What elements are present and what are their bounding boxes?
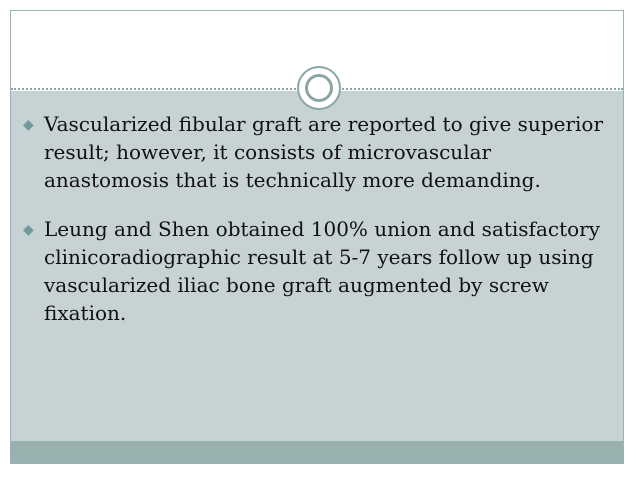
bullet-text: Vascularized fibular graft are reported to give superior result; however, it consists of microvascular anastomosis that is technically more demanding.	[44, 112, 604, 192]
circle-ornament-inner	[305, 74, 333, 102]
bullet-list	[22, 110, 618, 348]
bullet-item	[22, 215, 618, 327]
bullet-icon: ◆	[23, 117, 34, 133]
bottom-strip	[11, 441, 623, 463]
bullet-text: Leung and Shen obtained 100% union and satisfactory clinicoradiographic result at 5-7 years follow up using vascularized iliac bone graft augmented by screw fixation.	[44, 217, 601, 325]
circle-ornament-icon	[297, 66, 341, 110]
bullet-item	[22, 110, 618, 194]
bullet-icon: ◆	[23, 222, 34, 238]
